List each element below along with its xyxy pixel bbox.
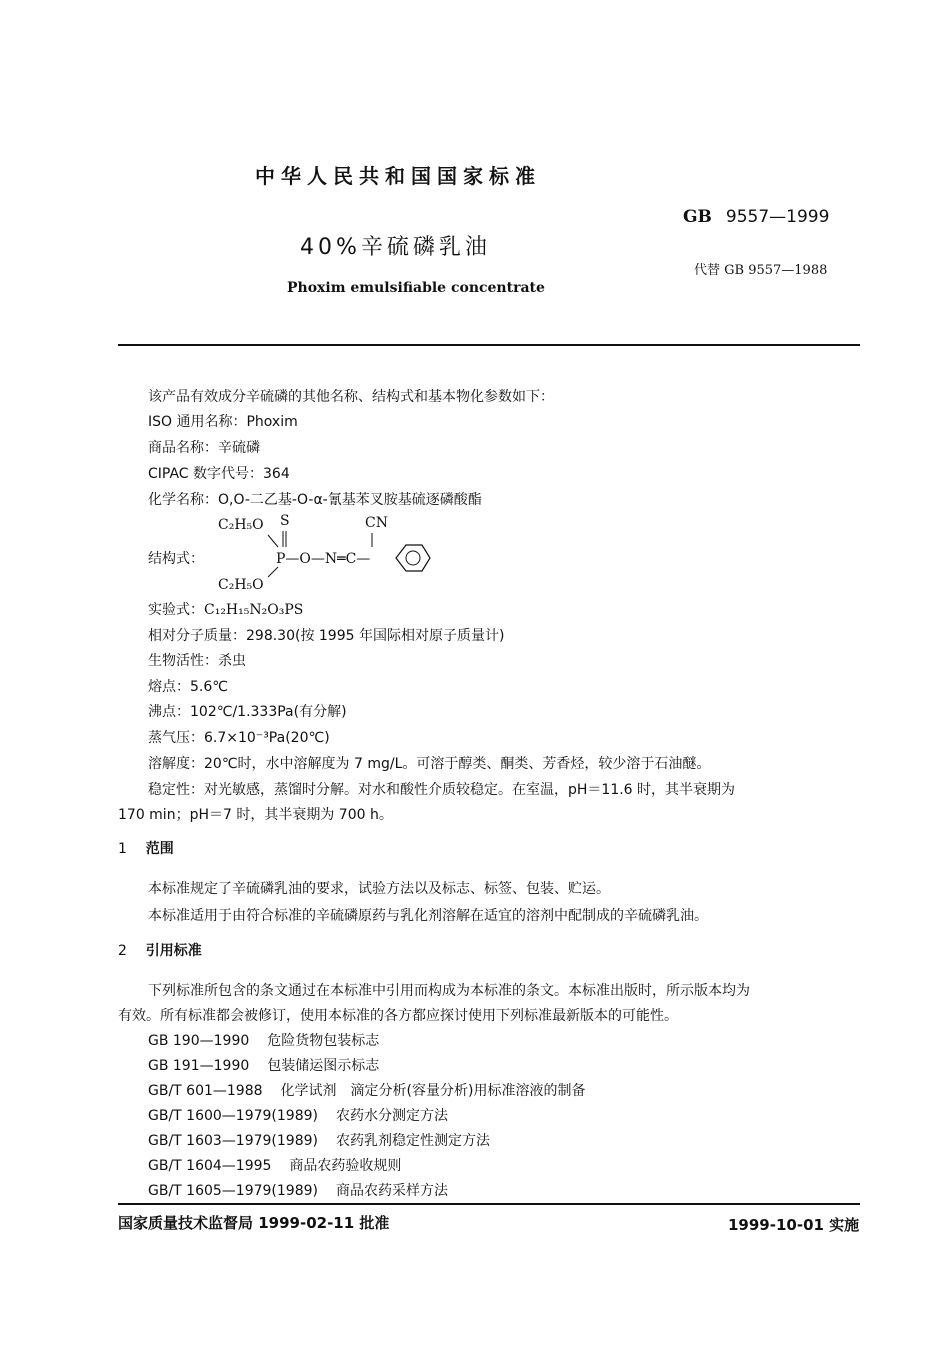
vapor-pressure: 蒸气压：6.7×10⁻³Pa(20℃) (148, 730, 330, 746)
section-1-title: 范围 (145, 841, 174, 857)
section-1-p1: 本标准规定了辛硫磷乳油的要求，试验方法以及标志、标签、包装、贮运。 (148, 881, 610, 897)
ethoxy-top: C₂H₅O (218, 517, 264, 533)
reference-code: GB 190—1990 (148, 1033, 250, 1049)
phosphorus-chain: P—O—N═C— (276, 551, 371, 567)
chemical-name: 化学名称：O,O-二乙基-O-α-氰基苯叉胺基硫逐磷酸酯 (148, 492, 482, 508)
reference-item (148, 1030, 379, 1050)
boiling-point: 沸点：102℃/1.333Pa(有分解) (148, 704, 347, 720)
english-title: Phoxim emulsifiable concentrate (287, 280, 545, 296)
reference-item (148, 1055, 379, 1075)
trade-name: 商品名称：辛硫磷 (148, 440, 260, 456)
structure-bonds (200, 505, 440, 600)
section-2-heading (118, 940, 202, 960)
structure-label: 结构式： (148, 551, 204, 567)
reference-item (148, 1080, 585, 1100)
replaces-note: 代替 GB 9557—1988 (694, 263, 828, 278)
document-title: 40%辛硫磷乳油 (300, 235, 491, 260)
section-2-p1-line-1: 下列标准所包含的条文通过在本标准中引用而构成为本标准的条文。本标准出版时，所示版本均为 (148, 983, 750, 999)
sulfur-atom: S (280, 513, 290, 529)
standard-type: 中华人民共和国国家标准 (255, 164, 541, 188)
section-2-title: 引用标准 (145, 943, 202, 959)
cyano-group: CN (365, 515, 388, 531)
melting-point: 熔点：5.6℃ (148, 679, 228, 695)
reference-code: GB/T 1603—1979(1989) (148, 1133, 318, 1149)
bioactivity: 生物活性：杀虫 (148, 653, 246, 669)
reference-title: 农药乳剂稳定性测定方法 (335, 1133, 490, 1149)
formula-value: C₁₂H₁₅N₂O₃PS (204, 602, 304, 618)
section-2-p1-line-2: 有效。所有标准都会被修订，使用本标准的各方都应探讨使用下列标准最新版本的可能性。 (118, 1008, 678, 1024)
section-2-number: 2 (118, 943, 127, 959)
gb-code (683, 207, 829, 227)
section-1-p2: 本标准适用于由符合标准的辛硫磷原药与乳化剂溶解在适宜的溶剂中配制成的辛硫磷乳油。 (148, 908, 708, 924)
gb-prefix: GB (683, 207, 712, 227)
section-1-heading (118, 838, 174, 858)
reference-title: 包装储运图示标志 (267, 1058, 380, 1074)
reference-code: GB/T 601—1988 (148, 1083, 263, 1099)
implementation-date: 1999-10-01 实施 (728, 1216, 860, 1234)
reference-title: 商品农药采样方法 (335, 1183, 448, 1199)
stability-line-2: 170 min；pH＝7 时，其半衰期为 700 h。 (118, 807, 393, 823)
reference-title: 危险货物包装标志 (267, 1033, 380, 1049)
iso-name: ISO 通用名称：Phoxim (148, 414, 298, 430)
reference-title: 商品农药验收规则 (289, 1158, 402, 1174)
reference-code: GB/T 1605—1979(1989) (148, 1183, 318, 1199)
reference-item (148, 1130, 490, 1150)
cipac-code: CIPAC 数字代号：364 (148, 466, 290, 482)
reference-title: 化学试剂 滴定分析(容量分析)用标准溶液的制备 (280, 1083, 586, 1099)
reference-code: GB/T 1604—1995 (148, 1158, 272, 1174)
reference-item (148, 1180, 448, 1200)
reference-code: GB 191—1990 (148, 1058, 250, 1074)
empirical-formula (148, 599, 303, 619)
footer-rule (118, 1203, 860, 1205)
reference-code: GB/T 1600—1979(1989) (148, 1108, 318, 1124)
gb-number: 9557—1999 (725, 207, 830, 227)
reference-title: 农药水分测定方法 (335, 1108, 448, 1124)
stability-line-1: 稳定性：对光敏感，蒸馏时分解。对水和酸性介质较稳定。在室温，pH＝11.6 时，其半衰期为 (148, 782, 736, 798)
section-1-number: 1 (118, 841, 127, 857)
solubility: 溶解度：20℃时，水中溶解度为 7 mg/L。可溶于醇类、酮类、芳香烃，较少溶于石油醚。 (148, 756, 711, 772)
approval-note: 国家质量技术监督局 1999-02-11 批准 (118, 1214, 390, 1232)
intro-lead: 该产品有效成分辛硫磷的其他名称、结构式和基本物化参数如下： (148, 389, 554, 405)
molar-mass: 相对分子质量：298.30(按 1995 年国际相对原子质量计) (148, 628, 505, 644)
ethoxy-bottom: C₂H₅O (218, 577, 264, 593)
reference-item (148, 1155, 401, 1175)
reference-item (148, 1105, 448, 1125)
header-rule (118, 344, 860, 346)
formula-label: 实验式： (148, 602, 204, 618)
